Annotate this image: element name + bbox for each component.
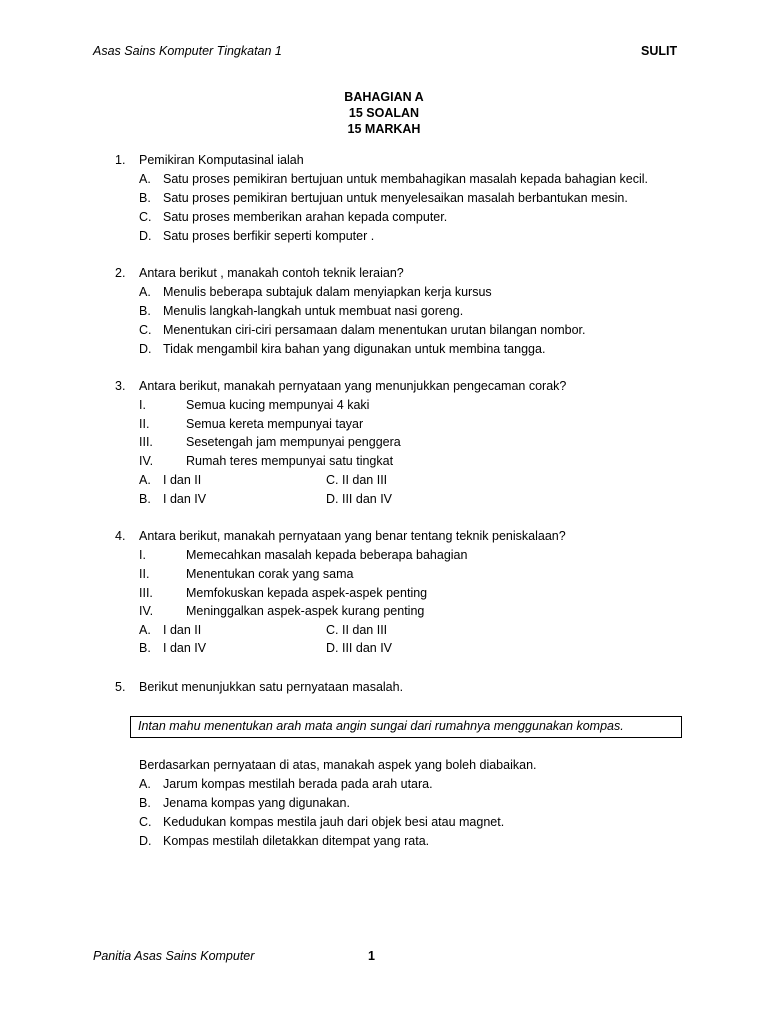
option-letter: B. <box>139 796 151 810</box>
option-letter: C. <box>139 210 152 224</box>
statement-text: Rumah teres mempunyai satu tingkat <box>186 454 394 468</box>
statement-numeral: I. <box>139 398 146 412</box>
option-text: Kompas mestilah diletakkan ditempat yang rata. <box>163 834 430 848</box>
question-stem: Antara berikut , manakah contoh teknik leraian? <box>139 266 404 280</box>
question-number: 5. <box>115 680 126 694</box>
option-letter: D. <box>326 492 339 506</box>
question-number: 3. <box>115 379 126 393</box>
question-number: 4. <box>115 529 126 543</box>
scenario-text: Intan mahu menentukan arah mata angin sungai dari rumahnya menggunakan kompas. <box>138 719 624 733</box>
option-letter: A. <box>139 172 151 186</box>
header-classification: SULIT <box>641 44 678 58</box>
option-letter: D. <box>139 834 152 848</box>
option-text: Jenama kompas yang digunakan. <box>163 796 350 810</box>
statement-text: Memfokuskan kepada aspek-aspek penting <box>186 586 428 600</box>
option-text: Satu proses berfikir seperti komputer . <box>163 229 375 243</box>
option-text: Kedudukan kompas mestila jauh dari objek besi atau magnet. <box>163 815 505 829</box>
option-text: Menulis beberapa subtajuk dalam menyiapkan kerja kursus <box>163 285 492 299</box>
option-letter: C. <box>326 623 339 637</box>
option-letter: C. <box>139 815 152 829</box>
option-c <box>326 472 387 488</box>
question-stem: Antara berikut, manakah pernyataan yang benar tentang teknik peniskalaan? <box>139 529 566 543</box>
section-question-count: 15 SOALAN <box>348 106 420 120</box>
option-text: II dan III <box>341 623 388 637</box>
section-marks: 15 MARKAH <box>347 122 421 136</box>
scenario-box <box>130 716 682 738</box>
option-letter: A. <box>139 623 151 637</box>
option-letter: C. <box>326 473 339 487</box>
option-text: Satu proses pemikiran bertujuan untuk membahagikan masalah kepada bahagian kecil. <box>163 172 649 186</box>
option-text: Tidak mengambil kira bahan yang digunakan untuk membina tangga. <box>163 342 546 356</box>
question-stem: Antara berikut, manakah pernyataan yang menunjukkan pengecaman corak? <box>139 379 567 393</box>
option-letter: B. <box>139 304 151 318</box>
option-letter: D. <box>139 229 152 243</box>
option-d <box>326 491 392 507</box>
statement-numeral: IV. <box>139 454 154 468</box>
option-text: I dan II <box>163 623 202 637</box>
statement-text: Semua kereta mempunyai tayar <box>186 417 364 431</box>
option-text: II dan III <box>341 473 388 487</box>
option-text: III dan IV <box>341 641 393 655</box>
question-number: 2. <box>115 266 126 280</box>
option-text: Menentukan ciri-ciri persamaan dalam menentukan urutan bilangan nombor. <box>163 323 586 337</box>
statement-text: Memecahkan masalah kepada beberapa bahagian <box>186 548 468 562</box>
option-c <box>326 622 387 638</box>
statement-numeral: II. <box>139 417 150 431</box>
option-text: Satu proses pemikiran bertujuan untuk menyelesaikan masalah berbantukan mesin. <box>163 191 628 205</box>
statement-text: Meninggalkan aspek-aspek kurang penting <box>186 604 425 618</box>
option-text: Menulis langkah-langkah untuk membuat nasi goreng. <box>163 304 464 318</box>
statement-numeral: III. <box>139 586 153 600</box>
statement-numeral: III. <box>139 435 153 449</box>
option-letter: C. <box>139 323 152 337</box>
option-letter: B. <box>139 492 151 506</box>
statement-numeral: I. <box>139 548 146 562</box>
option-text: III dan IV <box>341 492 393 506</box>
option-text: Jarum kompas mestilah berada pada arah utara. <box>163 777 433 791</box>
statement-numeral: II. <box>139 567 150 581</box>
option-text: Satu proses memberikan arahan kepada computer. <box>163 210 448 224</box>
option-d <box>326 640 392 656</box>
statement-numeral: IV. <box>139 604 154 618</box>
option-text: I dan II <box>163 473 202 487</box>
footer-department: Panitia Asas Sains Komputer <box>93 949 255 963</box>
header-subject: Asas Sains Komputer Tingkatan 1 <box>93 44 282 58</box>
option-letter: A. <box>139 473 151 487</box>
option-letter: B. <box>139 641 151 655</box>
option-text: I dan IV <box>163 492 207 506</box>
statement-text: Semua kucing mempunyai 4 kaki <box>186 398 370 412</box>
follow-up-question: Berdasarkan pernyataan di atas, manakah aspek yang boleh diabaikan. <box>139 758 537 772</box>
question-stem: Berikut menunjukkan satu pernyataan masalah. <box>139 680 404 694</box>
option-letter: D. <box>139 342 152 356</box>
question-number: 1. <box>115 153 126 167</box>
option-letter: D. <box>326 641 339 655</box>
page-number: 1 <box>368 949 375 963</box>
statement-text: Sesetengah jam mempunyai penggera <box>186 435 401 449</box>
statement-text: Menentukan corak yang sama <box>186 567 354 581</box>
option-letter: A. <box>139 285 151 299</box>
option-letter: A. <box>139 777 151 791</box>
option-letter: B. <box>139 191 151 205</box>
section-title: BAHAGIAN A <box>344 90 424 104</box>
question-stem: Pemikiran Komputasinal ialah <box>139 153 304 167</box>
option-text: I dan IV <box>163 641 207 655</box>
